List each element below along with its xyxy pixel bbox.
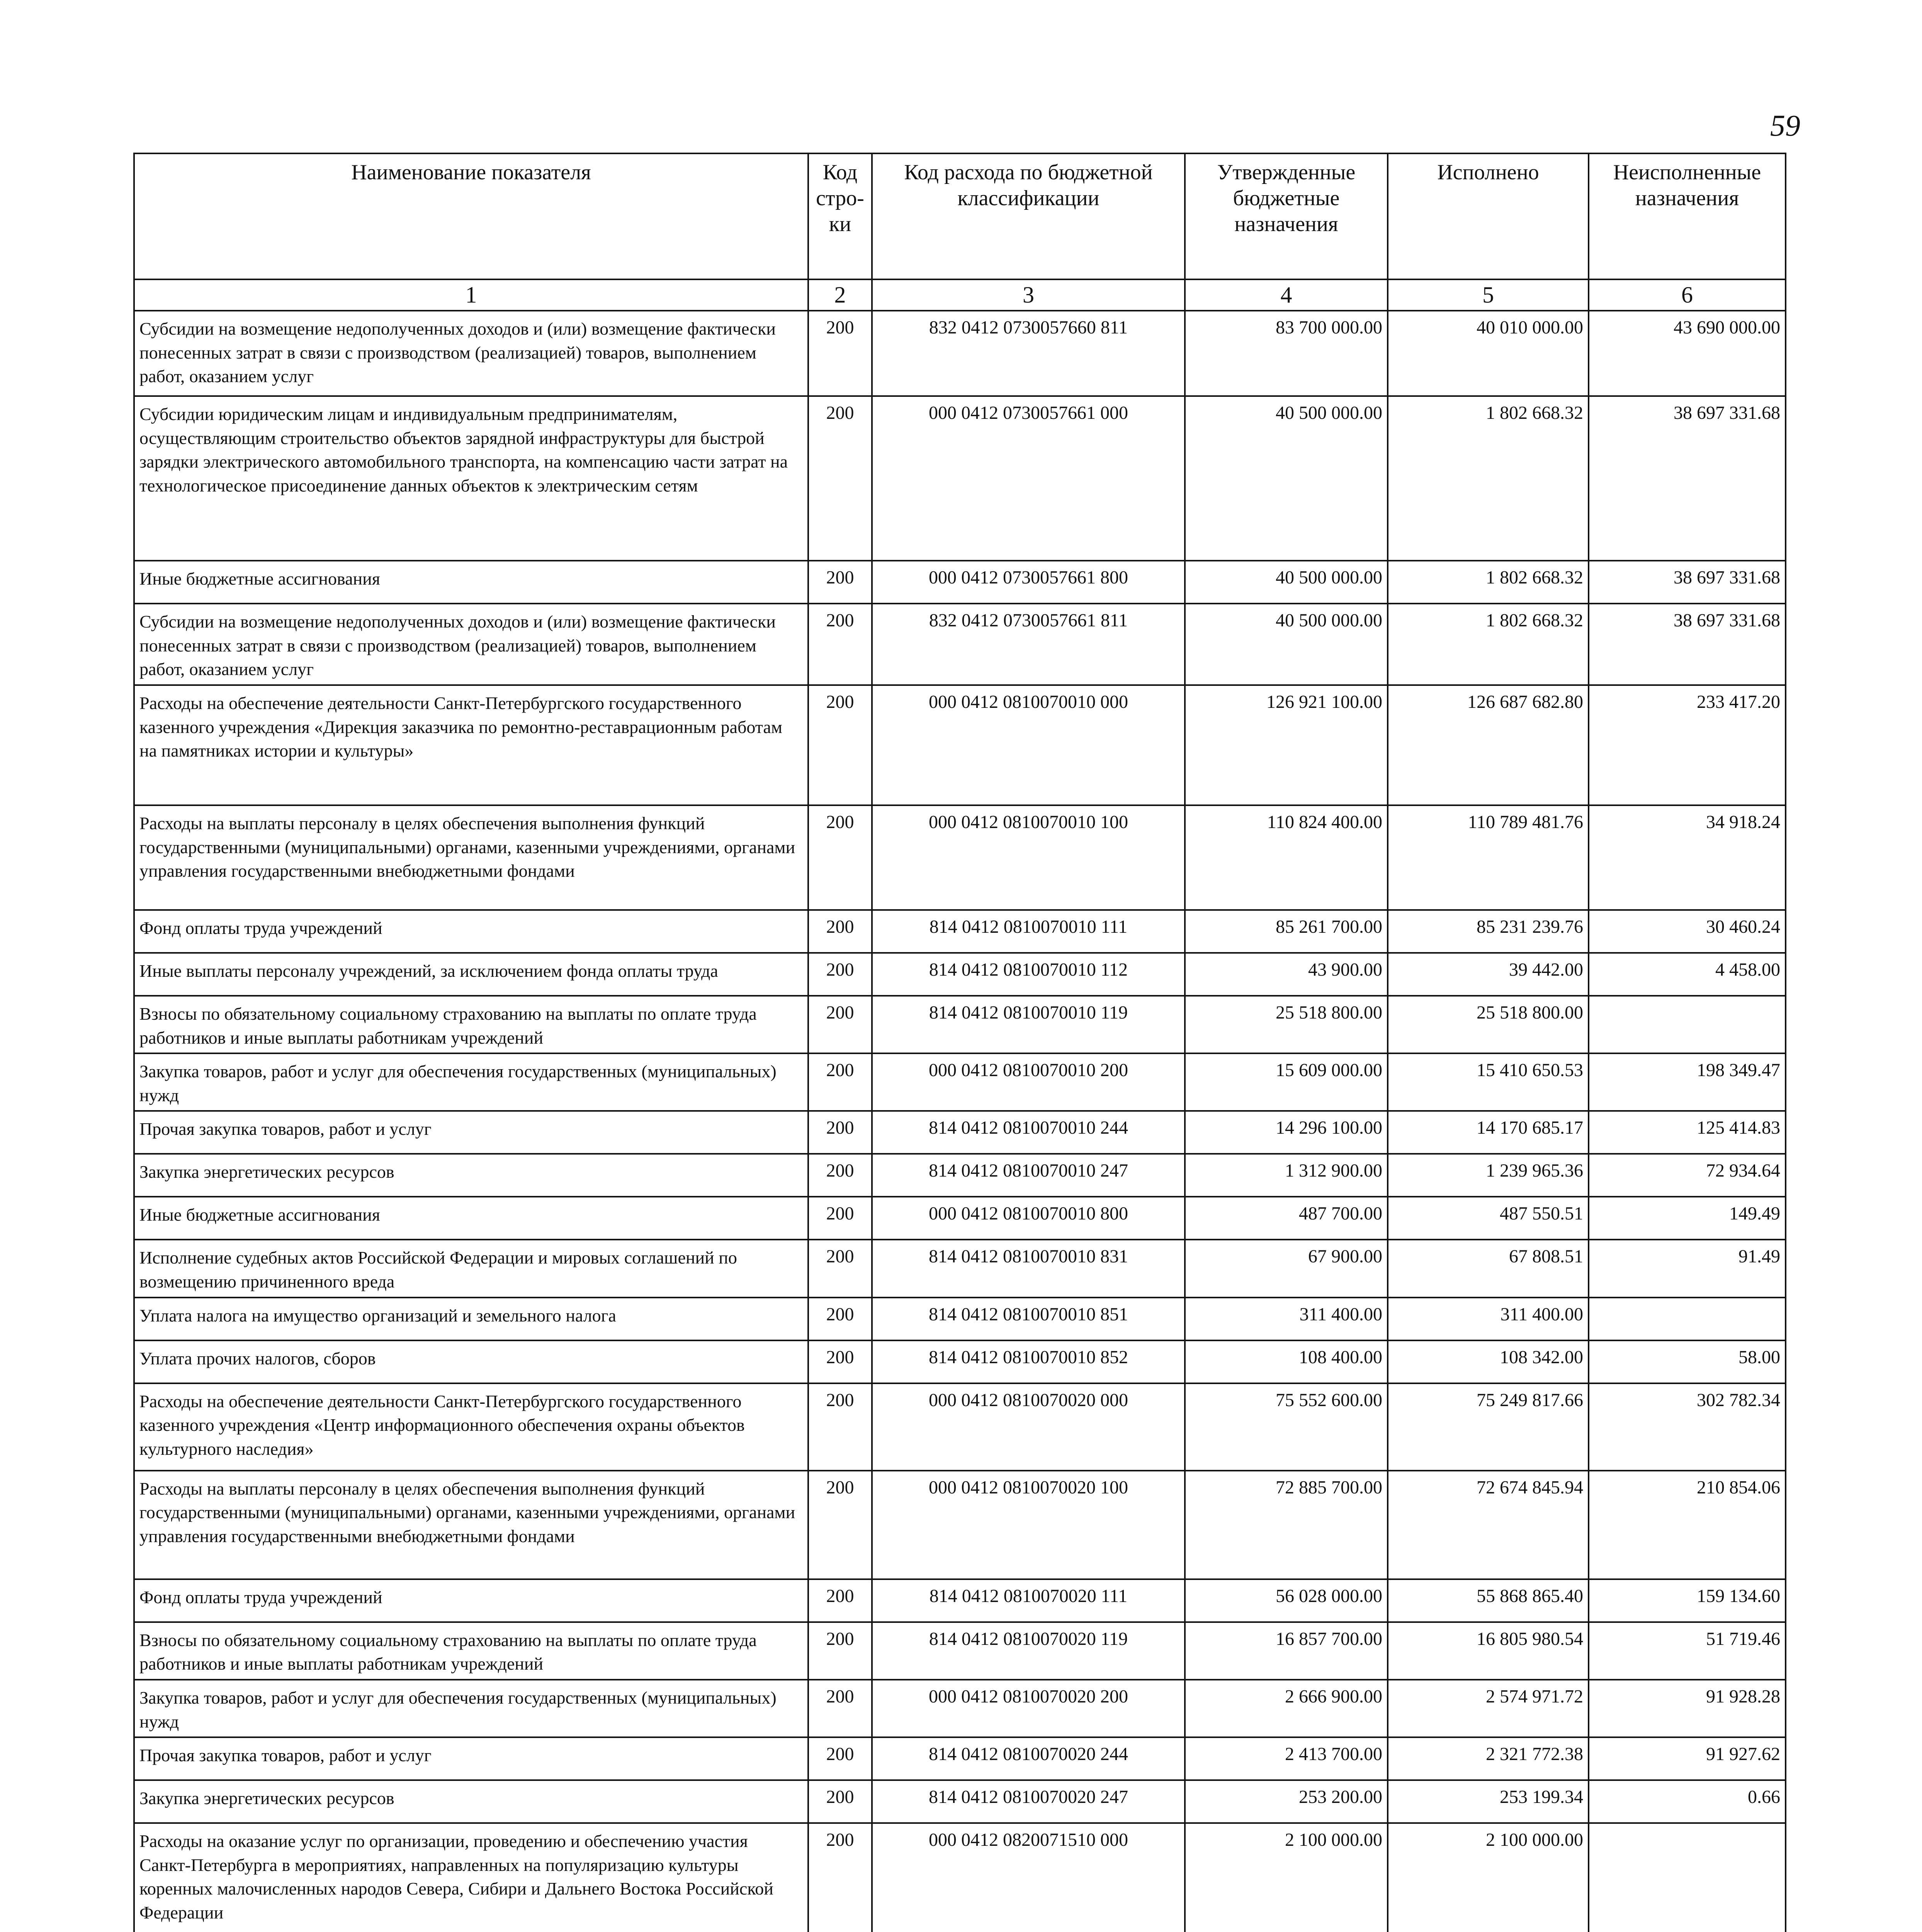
row-executed: 15 410 650.53 — [1388, 1053, 1589, 1111]
row-name: Прочая закупка товаров, работ и услуг — [134, 1737, 808, 1780]
table-row — [134, 1111, 1786, 1154]
table-row — [134, 1680, 1786, 1737]
row-unexecuted: 149.49 — [1589, 1197, 1786, 1240]
row-name: Уплата прочих налогов, сборов — [134, 1340, 808, 1383]
table-row — [134, 1737, 1786, 1780]
row-approved: 25 518 800.00 — [1185, 996, 1388, 1053]
table-row — [134, 910, 1786, 953]
row-unexecuted: 210 854.06 — [1589, 1471, 1786, 1579]
table-row — [134, 396, 1786, 561]
row-line-code: 200 — [808, 953, 872, 996]
table-row — [134, 1240, 1786, 1297]
row-approved: 83 700 000.00 — [1185, 311, 1388, 396]
row-unexecuted: 30 460.24 — [1589, 910, 1786, 953]
row-approved: 72 885 700.00 — [1185, 1471, 1388, 1579]
table-row — [134, 1471, 1786, 1579]
row-expense-code: 814 0412 0810070010 112 — [872, 953, 1185, 996]
row-name: Иные бюджетные ассигнования — [134, 561, 808, 604]
row-approved: 40 500 000.00 — [1185, 396, 1388, 561]
row-executed: 67 808.51 — [1388, 1240, 1589, 1297]
row-name: Иные бюджетные ассигнования — [134, 1197, 808, 1240]
row-name: Взносы по обязательному социальному страхованию на выплаты по оплате труда работников и иные выплаты работникам учреждений — [134, 996, 808, 1053]
row-line-code: 200 — [808, 1053, 872, 1111]
row-line-code: 200 — [808, 1298, 872, 1340]
row-approved: 110 824 400.00 — [1185, 805, 1388, 910]
row-approved: 56 028 000.00 — [1185, 1579, 1388, 1622]
row-unexecuted — [1589, 1298, 1786, 1340]
row-executed: 25 518 800.00 — [1388, 996, 1589, 1053]
row-unexecuted — [1589, 996, 1786, 1053]
row-name: Расходы на обеспечение деятельности Санкт-Петербургского государственного казенного учреждения «Центр информационного обеспечения охраны объектов культурного наследия» — [134, 1383, 808, 1471]
row-name: Субсидии юридическим лицам и индивидуальным предпринимателям, осуществляющим строительство объектов зарядной инфраструктуры для быстрой зарядки электрического автомобильного транспорта, на компенсацию части затрат на технологическое присоединение данных объектов к электрическим сетям — [134, 396, 808, 561]
table-row — [134, 1780, 1786, 1823]
row-expense-code: 000 0412 0810070020 000 — [872, 1383, 1185, 1471]
table-row — [134, 561, 1786, 604]
row-executed: 2 574 971.72 — [1388, 1680, 1589, 1737]
row-expense-code: 814 0412 0810070010 244 — [872, 1111, 1185, 1154]
row-unexecuted: 91 928.28 — [1589, 1680, 1786, 1737]
row-line-code: 200 — [808, 1240, 872, 1297]
column-number: 1 — [134, 279, 808, 311]
row-unexecuted: 91 927.62 — [1589, 1737, 1786, 1780]
column-number: 4 — [1185, 279, 1388, 311]
row-line-code: 200 — [808, 1471, 872, 1579]
row-unexecuted: 38 697 331.68 — [1589, 561, 1786, 604]
row-approved: 43 900.00 — [1185, 953, 1388, 996]
row-name: Исполнение судебных актов Российской Федерации и мировых соглашений по возмещению причиненного вреда — [134, 1240, 808, 1297]
row-line-code: 200 — [808, 1737, 872, 1780]
row-approved: 2 100 000.00 — [1185, 1823, 1388, 1932]
row-line-code: 200 — [808, 1579, 872, 1622]
row-expense-code: 000 0412 0810070020 100 — [872, 1471, 1185, 1579]
row-expense-code: 814 0412 0810070010 247 — [872, 1154, 1185, 1197]
row-name: Расходы на выплаты персоналу в целях обеспечения выполнения функций государственными (муниципальными) органами, казенными учреждениями, органами управления государственными внебюджетными фондами — [134, 805, 808, 910]
row-name: Взносы по обязательному социальному страхованию на выплаты по оплате труда работников и иные выплаты работникам учреждений — [134, 1622, 808, 1680]
row-approved: 40 500 000.00 — [1185, 604, 1388, 685]
budget-execution-table — [133, 153, 1786, 1932]
row-executed: 108 342.00 — [1388, 1340, 1589, 1383]
row-executed: 40 010 000.00 — [1388, 311, 1589, 396]
row-expense-code: 814 0412 0810070010 831 — [872, 1240, 1185, 1297]
row-name: Закупка товаров, работ и услуг для обеспечения государственных (муниципальных) нужд — [134, 1680, 808, 1737]
row-unexecuted: 125 414.83 — [1589, 1111, 1786, 1154]
row-expense-code: 814 0412 0810070010 119 — [872, 996, 1185, 1053]
row-line-code: 200 — [808, 1197, 872, 1240]
row-executed: 72 674 845.94 — [1388, 1471, 1589, 1579]
row-expense-code: 000 0412 0820071510 000 — [872, 1823, 1185, 1932]
row-approved: 67 900.00 — [1185, 1240, 1388, 1297]
table-row — [134, 1053, 1786, 1111]
row-expense-code: 814 0412 0810070020 244 — [872, 1737, 1185, 1780]
row-name: Расходы на оказание услуг по организации, проведению и обеспечению участия Санкт-Петербурга в мероприятиях, направленных на популяризацию культуры коренных малочисленных народов Севера, Сибири и Дальнего Востока Российской Федерации — [134, 1823, 808, 1932]
row-line-code: 200 — [808, 1823, 872, 1932]
table-row — [134, 685, 1786, 805]
row-line-code: 200 — [808, 311, 872, 396]
row-name: Уплата налога на имущество организаций и земельного налога — [134, 1298, 808, 1340]
row-expense-code: 000 0412 0810070020 200 — [872, 1680, 1185, 1737]
row-approved: 487 700.00 — [1185, 1197, 1388, 1240]
row-expense-code: 814 0412 0810070020 119 — [872, 1622, 1185, 1680]
row-line-code: 200 — [808, 996, 872, 1053]
row-executed: 16 805 980.54 — [1388, 1622, 1589, 1680]
row-name: Закупка энергетических ресурсов — [134, 1780, 808, 1823]
row-name: Субсидии на возмещение недополученных доходов и (или) возмещение фактически понесенных затрат в связи с производством (реализацией) товаров, выполнением работ, оказанием услуг — [134, 604, 808, 685]
row-approved: 85 261 700.00 — [1185, 910, 1388, 953]
row-unexecuted: 51 719.46 — [1589, 1622, 1786, 1680]
row-line-code: 200 — [808, 1154, 872, 1197]
row-unexecuted: 233 417.20 — [1589, 685, 1786, 805]
row-unexecuted: 58.00 — [1589, 1340, 1786, 1383]
row-name: Иные выплаты персоналу учреждений, за исключением фонда оплаты труда — [134, 953, 808, 996]
row-expense-code: 814 0412 0810070020 111 — [872, 1579, 1185, 1622]
column-number: 2 — [808, 279, 872, 311]
header-executed: Исполнено — [1388, 153, 1589, 279]
row-name: Закупка энергетических ресурсов — [134, 1154, 808, 1197]
table-row — [134, 1154, 1786, 1197]
row-executed: 1 802 668.32 — [1388, 396, 1589, 561]
row-approved: 2 666 900.00 — [1185, 1680, 1388, 1737]
column-number: 6 — [1589, 279, 1786, 311]
row-executed: 253 199.34 — [1388, 1780, 1589, 1823]
row-unexecuted: 43 690 000.00 — [1589, 311, 1786, 396]
row-expense-code: 000 0412 0810070010 800 — [872, 1197, 1185, 1240]
row-executed: 1 802 668.32 — [1388, 604, 1589, 685]
row-expense-code: 000 0412 0730057661 800 — [872, 561, 1185, 604]
row-approved: 14 296 100.00 — [1185, 1111, 1388, 1154]
row-expense-code: 000 0412 0810070010 200 — [872, 1053, 1185, 1111]
row-approved: 75 552 600.00 — [1185, 1383, 1388, 1471]
row-line-code: 200 — [808, 1111, 872, 1154]
row-approved: 15 609 000.00 — [1185, 1053, 1388, 1111]
row-executed: 487 550.51 — [1388, 1197, 1589, 1240]
row-line-code: 200 — [808, 1680, 872, 1737]
row-name: Расходы на выплаты персоналу в целях обеспечения выполнения функций государственными (муниципальными) органами, казенными учреждениями, органами управления государственными внебюджетными фондами — [134, 1471, 808, 1579]
row-executed: 75 249 817.66 — [1388, 1383, 1589, 1471]
row-executed: 1 239 965.36 — [1388, 1154, 1589, 1197]
row-name: Расходы на обеспечение деятельности Санкт-Петербургского государственного казенного учреждения «Дирекция заказчика по ремонтно-реставрационным работам на памятниках истории и культуры» — [134, 685, 808, 805]
table-row — [134, 1197, 1786, 1240]
table-row — [134, 1340, 1786, 1383]
row-unexecuted: 302 782.34 — [1589, 1383, 1786, 1471]
row-unexecuted: 198 349.47 — [1589, 1053, 1786, 1111]
row-expense-code: 000 0412 0730057661 000 — [872, 396, 1185, 561]
header-unexecuted: Неисполненные назначения — [1589, 153, 1786, 279]
row-expense-code: 000 0412 0810070010 000 — [872, 685, 1185, 805]
row-executed: 110 789 481.76 — [1388, 805, 1589, 910]
column-number-row — [134, 279, 1786, 311]
row-line-code: 200 — [808, 396, 872, 561]
row-line-code: 200 — [808, 685, 872, 805]
header-expense-code: Код расхода по бюджетной классификации — [872, 153, 1185, 279]
row-expense-code: 832 0412 0730057661 811 — [872, 604, 1185, 685]
table-row — [134, 1622, 1786, 1680]
row-expense-code: 814 0412 0810070010 852 — [872, 1340, 1185, 1383]
row-name: Фонд оплаты труда учреждений — [134, 1579, 808, 1622]
header-row — [134, 153, 1786, 279]
row-unexecuted: 38 697 331.68 — [1589, 604, 1786, 685]
page-number: 59 — [1770, 109, 1800, 142]
row-expense-code: 814 0412 0810070020 247 — [872, 1780, 1185, 1823]
column-number: 3 — [872, 279, 1185, 311]
row-line-code: 200 — [808, 604, 872, 685]
row-expense-code: 814 0412 0810070010 111 — [872, 910, 1185, 953]
row-line-code: 200 — [808, 910, 872, 953]
row-executed: 85 231 239.76 — [1388, 910, 1589, 953]
row-unexecuted: 91.49 — [1589, 1240, 1786, 1297]
row-unexecuted: 38 697 331.68 — [1589, 396, 1786, 561]
table-row — [134, 996, 1786, 1053]
row-executed: 1 802 668.32 — [1388, 561, 1589, 604]
row-name: Субсидии на возмещение недополученных доходов и (или) возмещение фактически понесенных затрат в связи с производством (реализацией) товаров, выполнением работ, оказанием услуг — [134, 311, 808, 396]
row-approved: 126 921 100.00 — [1185, 685, 1388, 805]
row-unexecuted: 72 934.64 — [1589, 1154, 1786, 1197]
table-body — [134, 311, 1786, 1932]
row-executed: 14 170 685.17 — [1388, 1111, 1589, 1154]
table-row — [134, 311, 1786, 396]
row-executed: 311 400.00 — [1388, 1298, 1589, 1340]
row-line-code: 200 — [808, 1622, 872, 1680]
table-row — [134, 1823, 1786, 1932]
row-approved: 2 413 700.00 — [1185, 1737, 1388, 1780]
table-row — [134, 1298, 1786, 1340]
row-approved: 311 400.00 — [1185, 1298, 1388, 1340]
row-line-code: 200 — [808, 561, 872, 604]
row-name: Прочая закупка товаров, работ и услуг — [134, 1111, 808, 1154]
row-expense-code: 832 0412 0730057660 811 — [872, 311, 1185, 396]
row-unexecuted: 0.66 — [1589, 1780, 1786, 1823]
header-approved: Утвержденные бюджетные назначения — [1185, 153, 1388, 279]
row-unexecuted: 159 134.60 — [1589, 1579, 1786, 1622]
row-executed: 39 442.00 — [1388, 953, 1589, 996]
row-line-code: 200 — [808, 805, 872, 910]
row-line-code: 200 — [808, 1780, 872, 1823]
row-name: Фонд оплаты труда учреждений — [134, 910, 808, 953]
column-number: 5 — [1388, 279, 1589, 311]
table-row — [134, 805, 1786, 910]
row-approved: 253 200.00 — [1185, 1780, 1388, 1823]
row-line-code: 200 — [808, 1383, 872, 1471]
row-line-code: 200 — [808, 1340, 872, 1383]
row-expense-code: 814 0412 0810070010 851 — [872, 1298, 1185, 1340]
row-executed: 2 321 772.38 — [1388, 1737, 1589, 1780]
row-executed: 126 687 682.80 — [1388, 685, 1589, 805]
row-unexecuted: 34 918.24 — [1589, 805, 1786, 910]
row-executed: 55 868 865.40 — [1388, 1579, 1589, 1622]
header-name: Наименование показателя — [134, 153, 808, 279]
row-approved: 16 857 700.00 — [1185, 1622, 1388, 1680]
table-row — [134, 604, 1786, 685]
row-approved: 1 312 900.00 — [1185, 1154, 1388, 1197]
row-name: Закупка товаров, работ и услуг для обеспечения государственных (муниципальных) нужд — [134, 1053, 808, 1111]
row-unexecuted — [1589, 1823, 1786, 1932]
row-unexecuted: 4 458.00 — [1589, 953, 1786, 996]
row-approved: 108 400.00 — [1185, 1340, 1388, 1383]
row-approved: 40 500 000.00 — [1185, 561, 1388, 604]
row-executed: 2 100 000.00 — [1388, 1823, 1589, 1932]
row-expense-code: 000 0412 0810070010 100 — [872, 805, 1185, 910]
table-row — [134, 1383, 1786, 1471]
table-row — [134, 953, 1786, 996]
header-line-code: Код стро-ки — [808, 153, 872, 279]
table-row — [134, 1579, 1786, 1622]
